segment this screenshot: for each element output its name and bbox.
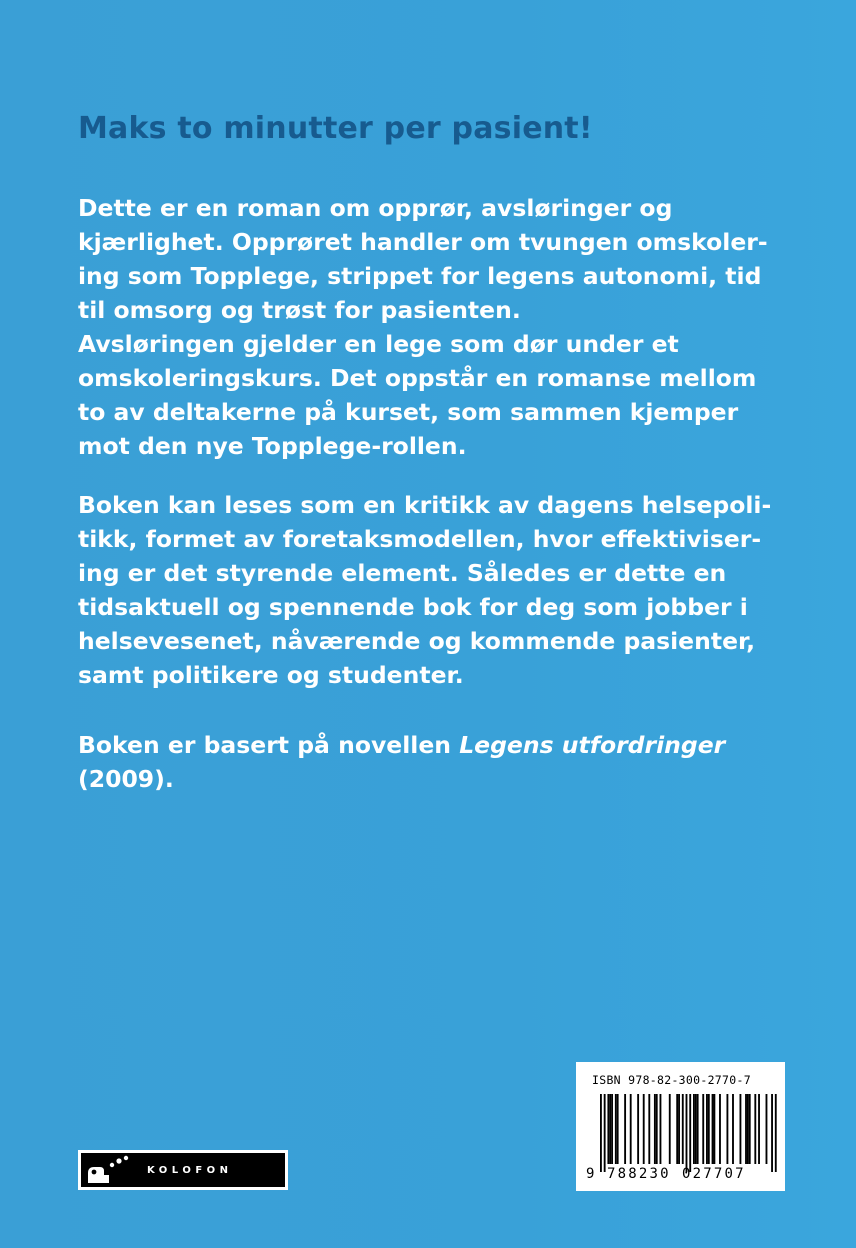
- barcode-bar: [775, 1094, 777, 1172]
- publisher-logo-panel: [81, 1153, 285, 1187]
- publisher-mark-icon: [85, 1153, 129, 1187]
- barcode-bar: [706, 1094, 708, 1164]
- blurb-line: til omsorg og trøst for pasienten.: [78, 296, 521, 324]
- barcode-bar: [693, 1094, 695, 1164]
- ean-right-digits: 027707: [682, 1166, 746, 1182]
- barcode-bar: [607, 1094, 609, 1164]
- blurb-line: Boken kan leses som en kritikk av dagens helsepoli-: [78, 491, 772, 519]
- barcode-bar: [600, 1094, 602, 1172]
- blurb-paragraph-2: [78, 488, 771, 692]
- barcode-bar: [758, 1094, 760, 1164]
- publisher-logo: [78, 1150, 288, 1190]
- barcode-bar: [686, 1094, 688, 1172]
- barcode-bar: [766, 1094, 768, 1164]
- publisher-name: KOLOFON: [147, 1164, 233, 1176]
- barcode-bar: [708, 1094, 710, 1164]
- barcode-bar: [749, 1094, 751, 1164]
- barcode-bar: [682, 1094, 684, 1164]
- blurb-line: tidsaktuell og spennende bok for deg som jobber i: [78, 593, 748, 621]
- barcode-bar: [697, 1094, 699, 1164]
- barcode-bar: [745, 1094, 747, 1164]
- barcode-bar: [689, 1094, 691, 1172]
- blurb-paragraph-3: [78, 728, 725, 796]
- barcode-bar: [702, 1094, 704, 1164]
- barcode-bar: [713, 1094, 715, 1164]
- barcode-bar: [611, 1094, 613, 1164]
- blurb-line: tikk, formet av foretaksmodellen, hvor effektiviser-: [78, 525, 762, 553]
- blurb-line: Avsløringen gjelder en lege som dør under et: [78, 330, 679, 358]
- blurb-line: (2009).: [78, 765, 174, 793]
- source-note-prefix: Boken er basert på novellen: [78, 731, 460, 759]
- barcode-bar: [630, 1094, 632, 1164]
- barcode-bar: [678, 1094, 680, 1164]
- isbn-barcode: [576, 1062, 785, 1191]
- blurb-line: omskoleringskurs. Det oppstår en romanse mellom: [78, 364, 757, 392]
- barcode-bar: [712, 1094, 714, 1164]
- barcode-bar: [656, 1094, 658, 1164]
- barcode-bar: [719, 1094, 721, 1164]
- barcode-bar: [732, 1094, 734, 1164]
- barcode-bar: [695, 1094, 697, 1164]
- barcode-bar: [643, 1094, 645, 1164]
- blurb-line: to av deltakerne på kurset, som sammen kjemper: [78, 398, 739, 426]
- barcode-bar: [754, 1094, 756, 1164]
- cover-heading: Maks to minutter per pasient!: [78, 111, 593, 146]
- ean-left-digits: 788230: [607, 1166, 671, 1182]
- ean-first-digit: 9: [586, 1166, 595, 1182]
- blurb-line: [78, 728, 725, 762]
- blurb-line: mot den nye Topplege-rollen.: [78, 432, 467, 460]
- barcode-bar: [740, 1094, 742, 1164]
- barcode-bar: [660, 1094, 662, 1164]
- blurb-paragraph-1: [78, 191, 768, 463]
- novella-title: Legens utfordringer: [459, 731, 726, 759]
- blurb-line: ing er det styrende element. Således er dette en: [78, 559, 727, 587]
- barcode-bar: [615, 1094, 617, 1164]
- barcode-bar: [654, 1094, 656, 1164]
- barcode-bar: [648, 1094, 650, 1164]
- blurb-line: Dette er en roman om opprør, avsløringer og: [78, 194, 673, 222]
- barcode-bar: [771, 1094, 773, 1172]
- barcode-bar: [747, 1094, 749, 1164]
- barcode-bar: [676, 1094, 678, 1164]
- barcode-bar: [617, 1094, 619, 1164]
- barcode-bar: [624, 1094, 626, 1164]
- blurb-line: helsevesenet, nåværende og kommende pasienter,: [78, 627, 756, 655]
- blurb-line: samt politikere og studenter.: [78, 661, 464, 689]
- blurb-line: ing som Topplege, strippet for legens autonomi, tid: [78, 262, 762, 290]
- isbn-label: ISBN 978-82-300-2770-7: [592, 1073, 751, 1087]
- barcode-bar: [604, 1094, 606, 1172]
- blurb-line: kjærlighet. Opprøret handler om tvungen omskoler-: [78, 228, 768, 256]
- barcode-bar: [637, 1094, 639, 1164]
- barcode-bar: [609, 1094, 611, 1164]
- barcode-bar: [669, 1094, 671, 1164]
- barcode-bar: [726, 1094, 728, 1164]
